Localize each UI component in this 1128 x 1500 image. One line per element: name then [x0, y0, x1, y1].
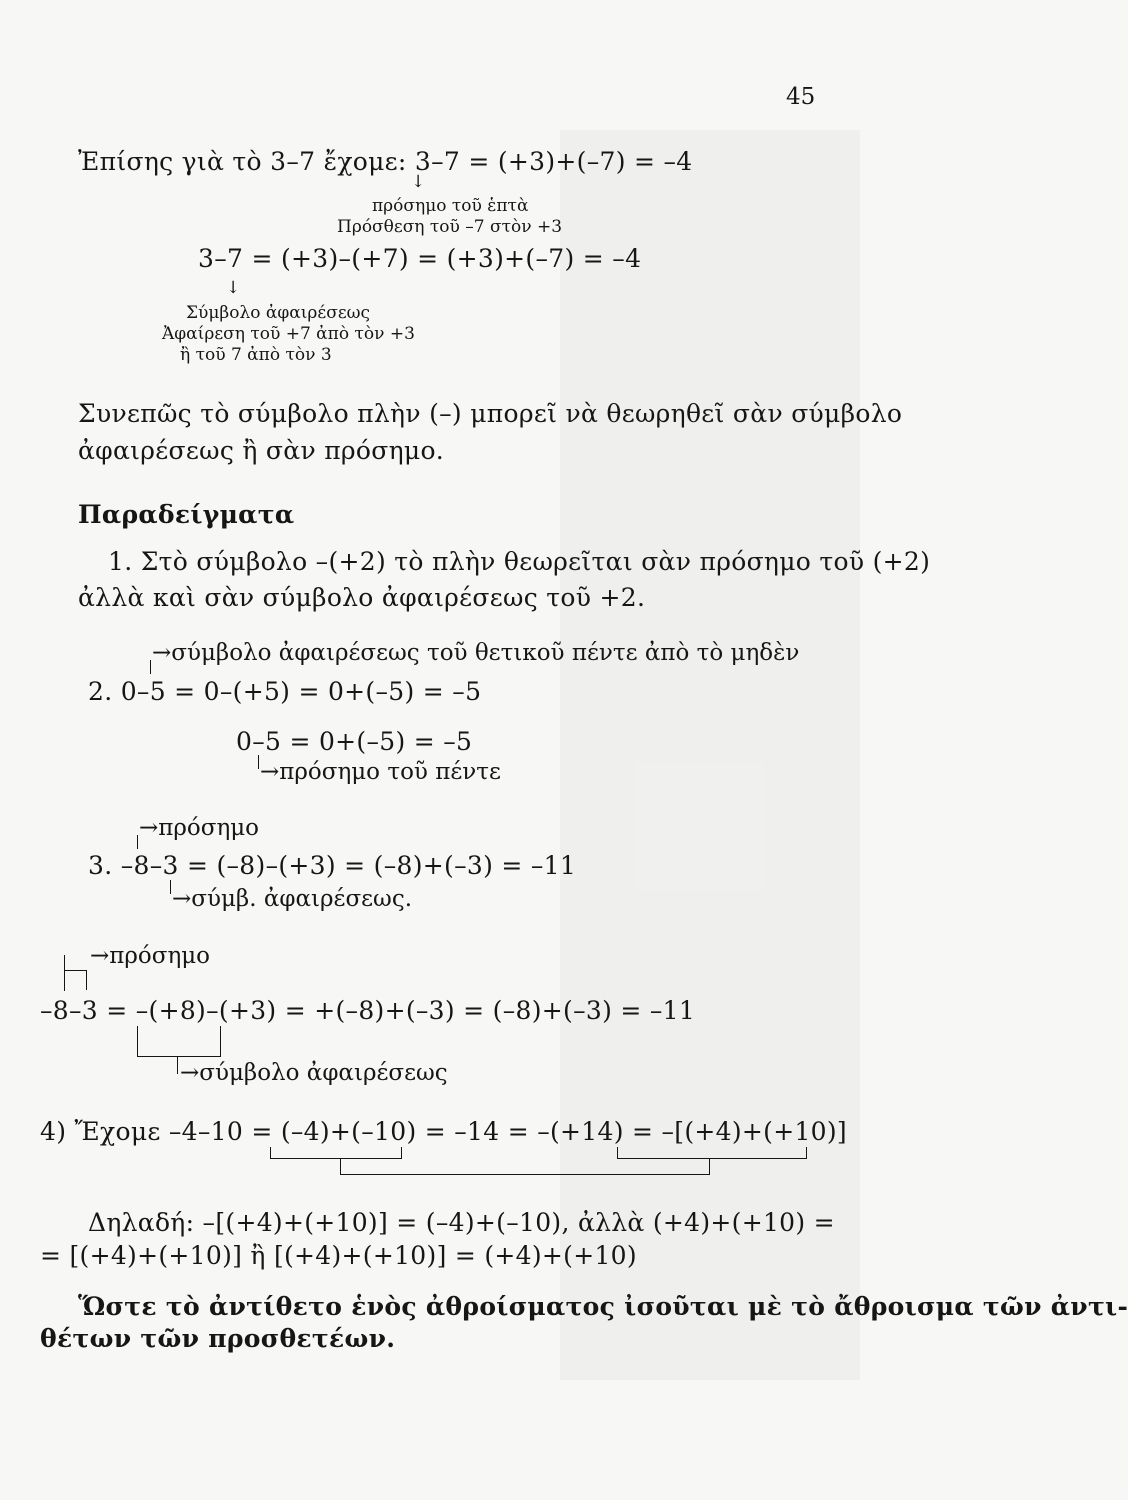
bracket-ex4-c — [340, 1158, 710, 1175]
example-3b-note-2: →σύμβολο ἀφαιρέσεως — [180, 1060, 448, 1086]
example-2-note-2: →πρόσημο τοῦ πέντε — [260, 759, 501, 785]
paragraph-line-2: ἀφαιρέσεως ἢ σὰν πρόσημο. — [78, 436, 445, 465]
conclusion-line-2: θέτων τῶν προσθετέων. — [40, 1324, 396, 1353]
note-sign-seven: πρόσημο τοῦ ἑπτὰ — [372, 196, 529, 216]
example-3b-equation: –8–3 = –(+8)–(+3) = +(–8)+(–3) = (–8)+(–3) = –11 — [40, 996, 696, 1025]
intro-equation: Ἐπίσης γιὰ τὸ 3–7 ἔχομε: 3–7 = (+3)+(–7) = –4 — [78, 147, 693, 176]
example-3-equation: 3. –8–3 = (–8)–(+3) = (–8)+(–3) = –11 — [88, 851, 577, 880]
note-subtraction-symbol: Σύμβολο ἀφαιρέσεως — [186, 303, 371, 323]
example-3-note-2: →σύμβ. ἀφαιρέσεως. — [172, 886, 413, 912]
note-subtraction-2: ἢ τοῦ 7 ἀπὸ τὸν 3 — [180, 345, 332, 365]
arrow-down-2: ↓ — [226, 278, 241, 298]
note-subtraction-1: Ἀφαίρεση τοῦ +7 ἀπὸ τὸν +3 — [162, 324, 415, 344]
example-1-line-1: 1. Στὸ σύμβολο –(+2) τὸ πλὴν θεωρεῖται σὰν πρόσημο τοῦ (+2) — [108, 547, 931, 576]
arrow-down: ↓ — [411, 172, 426, 192]
bracket-ex3b-top — [64, 955, 65, 991]
example-2-equation-2: 0–5 = 0+(–5) = –5 — [236, 727, 473, 756]
example-2-note: →σύμβολο ἀφαιρέσεως τοῦ θετικοῦ πέντε ἀπὸ τὸ μηδὲν — [152, 640, 800, 666]
bracket-ex3-top — [137, 835, 138, 849]
example-4-line-2: Δηλαδή: –[(+4)+(+10)] = (–4)+(–10), ἀλλὰ (+4)+(+10) = — [88, 1208, 835, 1237]
bracket-ex3b-stem — [177, 1056, 178, 1074]
conclusion-line-1: Ὥστε τὸ ἀντίθετο ἑνὸς ἀθροίσματος ἰσοῦται μὲ τὸ ἄθροισμα τῶν ἀντι- — [78, 1292, 1128, 1321]
bracket-ex3b-top-2 — [86, 970, 87, 990]
example-4-line-3: = [(+4)+(+10)] ἢ [(+4)+(+10)] = (+4)+(+10) — [40, 1241, 637, 1270]
bracket-ex3b-hook — [64, 970, 86, 971]
example-2-equation: 2. 0–5 = 0–(+5) = 0+(–5) = –5 — [88, 677, 482, 706]
example-3b-note-1: →πρόσημο — [90, 943, 211, 969]
main-equation: 3–7 = (+3)–(+7) = (+3)+(–7) = –4 — [198, 244, 642, 273]
example-4-equation: 4) Ἔχομε –4–10 = (–4)+(–10) = –14 = –(+14) = –[(+4)+(+10)] — [40, 1117, 847, 1146]
bracket-ex2-bottom — [258, 755, 259, 769]
example-1-line-2: ἀλλὰ καὶ σὰν σύμβολο ἀφαιρέσεως τοῦ +2. — [78, 583, 646, 612]
example-3-note-1: →πρόσημο — [139, 815, 260, 841]
bracket-ex3-bottom — [170, 880, 171, 894]
bracket-ex2-top — [150, 660, 151, 674]
section-heading: Παραδείγματα — [78, 500, 295, 529]
bracket-ex3b-under — [137, 1026, 221, 1057]
paragraph-line-1: Συνεπῶς τὸ σύμβολο πλὴν (–) μπορεῖ νὰ θεωρηθεῖ σὰν σύμβολο — [78, 399, 903, 428]
bleed-through-area — [560, 130, 860, 1380]
note-addition: Πρόσθεση τοῦ –7 στὸν +3 — [337, 217, 563, 237]
page-number: 45 — [786, 84, 816, 110]
